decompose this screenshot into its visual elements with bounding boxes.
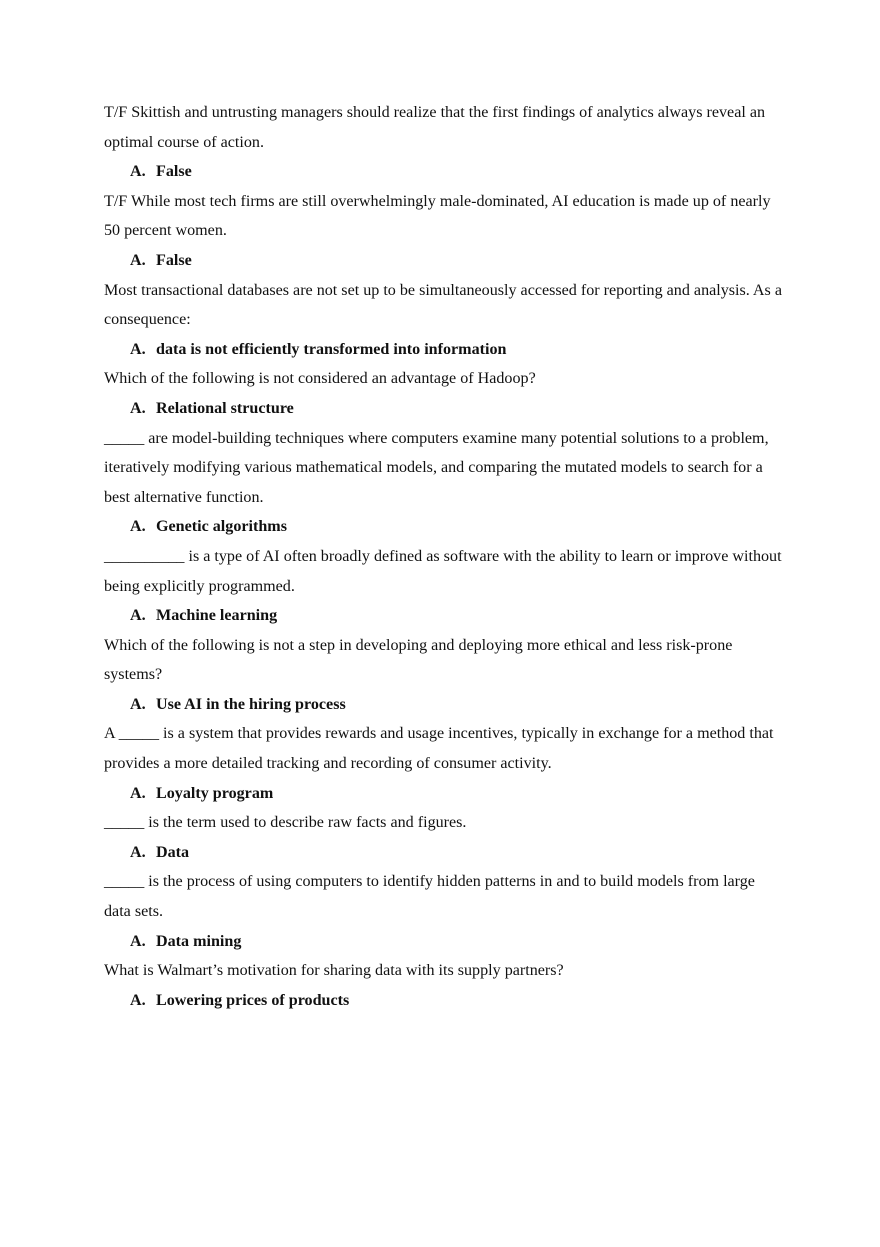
answer-option [104,601,784,631]
answer-text: False [156,163,192,181]
answer-letter: A. [130,340,146,358]
answer-letter: A. [130,695,146,713]
question-text: _____ is the term used to describe raw facts and figures. [104,814,467,832]
answer-text: Data [156,843,190,861]
answer-text: data is not efficiently transformed into information [156,340,507,358]
answer-text: False [156,251,192,269]
answer-text: Machine learning [156,607,278,625]
answer-letter: A. [130,251,146,269]
answer-option [104,838,784,868]
answer-option [104,690,784,720]
answer-option [104,986,784,1016]
question-text: _____ is the process of using computers to identify hidden patterns in and to build models from large data sets. [104,873,755,921]
answer-text: Loyalty program [156,784,274,802]
answer-text: Data mining [156,932,242,950]
answer-letter: A. [130,607,146,625]
document-page [104,98,784,1015]
answer-text: Genetic algorithms [156,518,287,536]
answer-letter: A. [130,843,146,861]
answer-option [104,246,784,276]
answer-option [104,512,784,542]
answer-letter: A. [130,784,146,802]
question-text: T/F While most tech firms are still overwhelmingly male-dominated, AI education is made up of nearly 50 percent women. [104,192,771,240]
question-text: A _____ is a system that provides rewards and usage incentives, typically in exchange for a method that provides a more detailed tracking and recording of consumer activity. [104,725,774,773]
question-text: Which of the following is not a step in developing and deploying more ethical and less risk-prone systems? [104,636,733,684]
answer-option [104,394,784,424]
answer-letter: A. [130,518,146,536]
answer-letter: A. [130,932,146,950]
question-text: __________ is a type of AI often broadly defined as software with the ability to learn or improve without being explicitly programmed. [104,547,782,595]
answer-option [104,779,784,809]
question-text: _____ are model-building techniques where computers examine many potential solutions to a problem, iteratively modifying various mathematical models, and comparing the mutated models to search for a best alternative function. [104,429,769,506]
answer-text: Use AI in the hiring process [156,695,346,713]
answer-text: Relational structure [156,399,294,417]
question-text: What is Walmart’s motivation for sharing data with its supply partners? [104,962,564,980]
answer-text: Lowering prices of products [156,991,350,1009]
answer-letter: A. [130,399,146,417]
answer-option [104,157,784,187]
question-text: Most transactional databases are not set up to be simultaneously accessed for reporting and analysis. As a consequence: [104,281,782,329]
answer-option [104,927,784,957]
question-text: Which of the following is not considered an advantage of Hadoop? [104,370,536,388]
answer-letter: A. [130,163,146,181]
question-text: T/F Skittish and untrusting managers should realize that the first findings of analytics always reveal an optimal course of action. [104,104,766,151]
answer-letter: A. [130,991,146,1009]
answer-option [104,335,784,365]
